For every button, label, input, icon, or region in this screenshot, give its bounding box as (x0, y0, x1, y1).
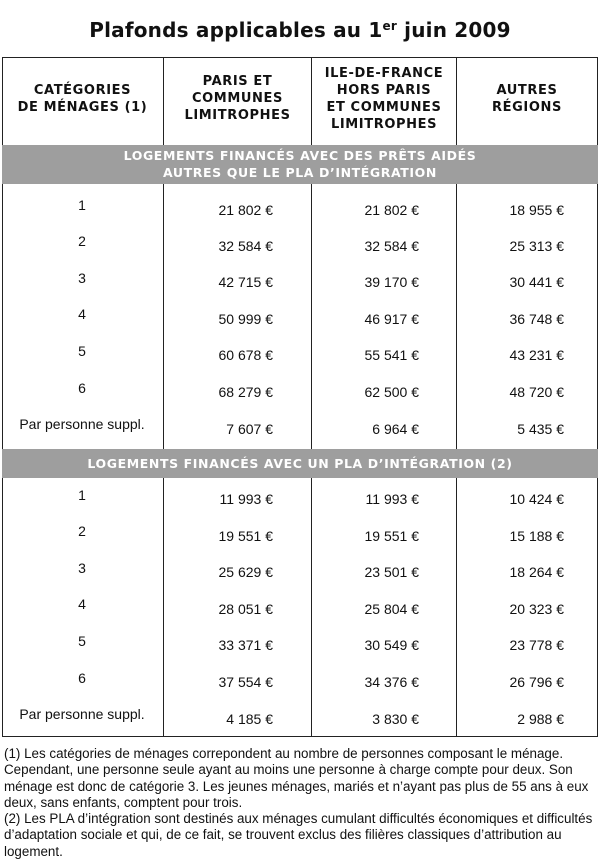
value-autres-regions: 23 778 € (509, 637, 564, 653)
value-ile-de-france: 23 501 € (364, 564, 419, 580)
table-top-border (2, 57, 598, 58)
value-ile-de-france: 30 549 € (364, 637, 419, 653)
category-cell: 3 (78, 560, 86, 576)
header-ile-de-france: ILE-DE-FRANCE HORS PARIS ET COMMUNES LIMITROPHES (324, 66, 444, 132)
value-paris: 21 802 € (218, 202, 273, 218)
category-cell: 6 (78, 670, 86, 686)
section-band-prets-aides: LOGEMENTS FINANCÉS AVEC DES PRÊTS AIDÉS AUTRES QUE LE PLA D’INTÉGRATION (2, 145, 598, 184)
value-autres-regions: 25 313 € (509, 238, 564, 254)
category-cell: 1 (78, 487, 86, 503)
value-paris: 68 279 € (218, 384, 273, 400)
value-ile-de-france: 55 541 € (364, 347, 419, 363)
category-cell: Par personne suppl. (19, 706, 145, 722)
value-paris: 37 554 € (218, 674, 273, 690)
value-ile-de-france: 11 993 € (365, 491, 419, 507)
category-cell: 3 (78, 270, 86, 286)
category-cell: 1 (78, 197, 86, 213)
value-autres-regions: 30 441 € (509, 274, 564, 290)
value-paris: 60 678 € (218, 347, 273, 363)
value-paris: 11 993 € (219, 491, 273, 507)
value-autres-regions: 18 264 € (509, 564, 564, 580)
column-divider (456, 478, 457, 737)
value-ile-de-france: 6 964 € (372, 421, 419, 437)
value-autres-regions: 5 435 € (517, 421, 564, 437)
value-autres-regions: 48 720 € (509, 384, 564, 400)
category-cell: 4 (78, 596, 86, 612)
header-autres-regions: AUTRES RÉGIONS (492, 83, 562, 115)
column-divider (163, 478, 164, 737)
category-cell: Par personne suppl. (19, 416, 145, 432)
page-title: Plafonds applicables au 1er juin 2009 (89, 18, 511, 42)
value-ile-de-france: 32 584 € (364, 238, 419, 254)
table-bottom-border (2, 736, 598, 737)
value-paris: 32 584 € (218, 238, 273, 254)
value-autres-regions: 26 796 € (509, 674, 564, 690)
value-ile-de-france: 62 500 € (364, 384, 419, 400)
category-cell: 5 (78, 633, 86, 649)
column-divider (163, 184, 164, 449)
footnotes (4, 746, 598, 860)
footnote-1: (1) Les catégories de ménages correpondent au nombre de personnes composant le ménage. Cependant, une personne seule ayant au moins une personne à charge compte pour deux. Son ménage est donc de catégorie 3. Les jeunes ménages, mariés et n’ayant pas plus de 55 ans à eux deux, sans enfants, comptent pour trois. (4, 746, 589, 810)
value-ile-de-france: 39 170 € (364, 274, 419, 290)
column-divider (456, 184, 457, 449)
value-autres-regions: 15 188 € (509, 528, 564, 544)
category-cell: 5 (78, 343, 86, 359)
value-paris: 19 551 € (218, 528, 273, 544)
value-paris: 4 185 € (226, 711, 273, 727)
column-divider (311, 184, 312, 449)
header-paris: PARIS ET COMMUNES LIMITROPHES (184, 74, 291, 123)
value-ile-de-france: 21 802 € (364, 202, 419, 218)
value-paris: 25 629 € (218, 564, 273, 580)
value-autres-regions: 20 323 € (509, 601, 564, 617)
category-cell: 2 (78, 523, 86, 539)
value-paris: 7 607 € (226, 421, 273, 437)
value-autres-regions: 18 955 € (509, 202, 564, 218)
value-autres-regions: 10 424 € (509, 491, 564, 507)
value-paris: 42 715 € (218, 274, 273, 290)
value-ile-de-france: 3 830 € (372, 711, 419, 727)
value-paris: 50 999 € (218, 311, 273, 327)
value-autres-regions: 2 988 € (517, 711, 564, 727)
value-ile-de-france: 19 551 € (364, 528, 419, 544)
value-autres-regions: 36 748 € (509, 311, 564, 327)
column-divider (311, 478, 312, 737)
section-band-pla-integration: LOGEMENTS FINANCÉS AVEC UN PLA D’INTÉGRATION (2) (2, 449, 598, 478)
value-ile-de-france: 25 804 € (364, 601, 419, 617)
header-categories: CATÉGORIES DE MÉNAGES (1) (17, 83, 148, 115)
category-cell: 6 (78, 380, 86, 396)
value-paris: 28 051 € (218, 601, 273, 617)
category-cell: 4 (78, 306, 86, 322)
footnote-2: (2) Les PLA d’intégration sont destinés aux ménages cumulant difficultés économiques et difficultés d’adaptation sociale et qui, de ce fait, se trouvent exclus des filières classiques d’attribution au logement. (4, 811, 593, 859)
value-autres-regions: 43 231 € (509, 347, 564, 363)
value-ile-de-france: 46 917 € (364, 311, 419, 327)
value-ile-de-france: 34 376 € (364, 674, 419, 690)
category-cell: 2 (78, 233, 86, 249)
value-paris: 33 371 € (218, 637, 273, 653)
